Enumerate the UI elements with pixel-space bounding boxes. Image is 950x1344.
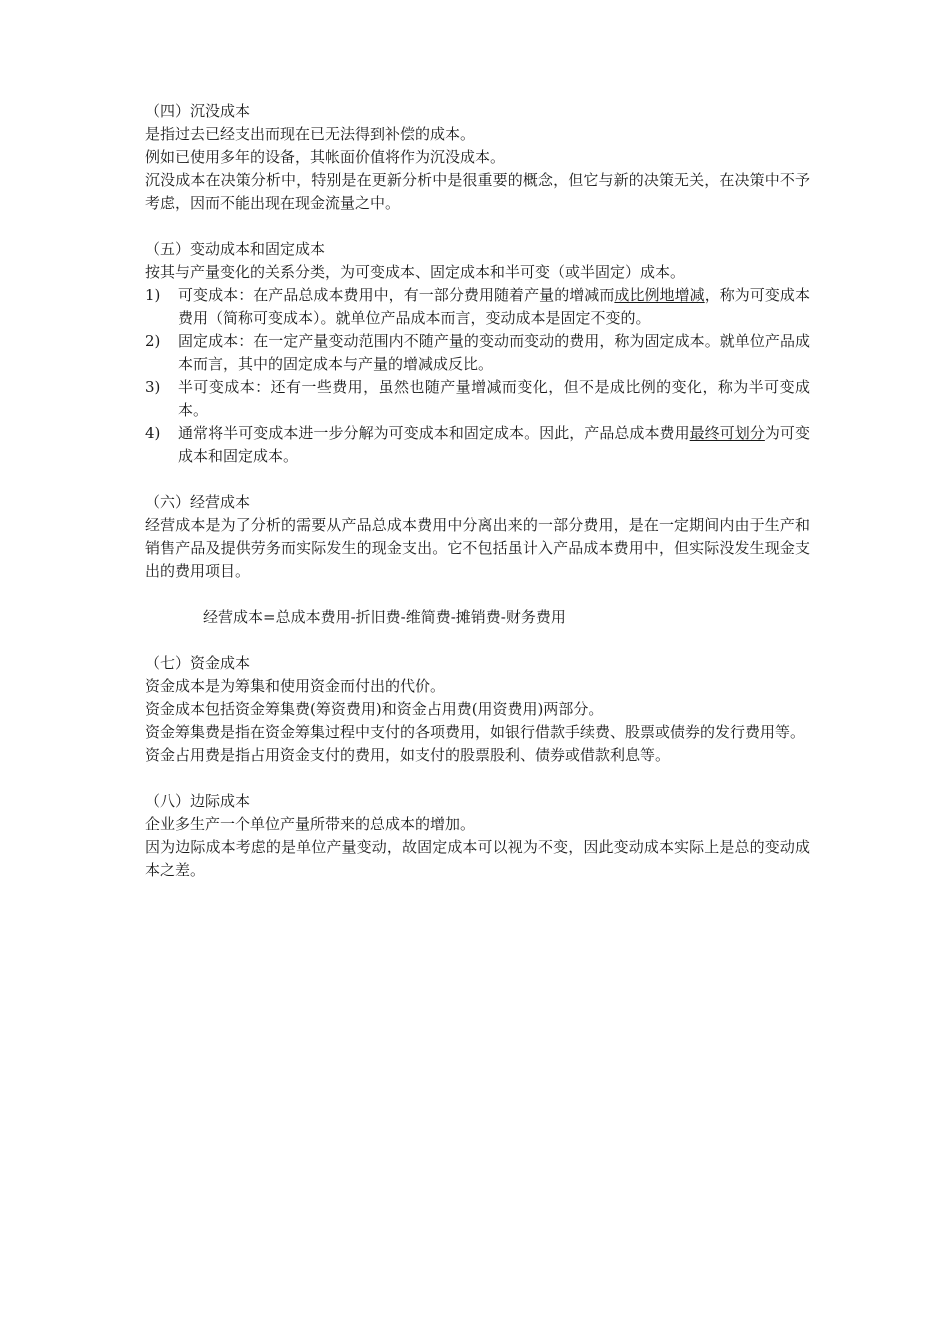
list-number: 2) bbox=[145, 332, 161, 350]
list-text: 半可变成本：还有一些费用，虽然也随产量增减而变化，但不是成比例的变化，称为半可变成本。 bbox=[178, 378, 810, 419]
paragraph: 经营成本是为了分析的需要从产品总成本费用中分离出来的一部分费用，是在一定期间内由于生产和销售产品及提供劳务而实际发生的现金支出。它不包括虽计入产品成本费用中，但实际没发生现金支出的费用项目。 bbox=[145, 516, 810, 580]
list-number: 3) bbox=[145, 378, 161, 396]
list-item bbox=[145, 284, 810, 330]
paragraph: 资金占用费是指占用资金支付的费用，如支付的股票股利、债券或借款利息等。 bbox=[145, 746, 671, 764]
list-item bbox=[145, 376, 810, 422]
paragraph: 是指过去已经支出而现在已无法得到补偿的成本。 bbox=[145, 125, 476, 143]
section-heading: （四）沉没成本 bbox=[145, 102, 251, 120]
list-text-tail: ，称为可变成本费用（简称可变成本）。就单位产品成本而言，变动成本是固定不变的。 bbox=[178, 286, 810, 327]
list-item bbox=[145, 422, 810, 468]
section-capital-cost bbox=[145, 652, 810, 767]
section-heading: （六）经营成本 bbox=[145, 493, 251, 511]
paragraph: 沉没成本在决策分析中，特别是在更新分析中是很重要的概念，但它与新的决策无关，在决策中不予考虑，因而不能出现在现金流量之中。 bbox=[145, 171, 810, 212]
section-heading: （八）边际成本 bbox=[145, 792, 251, 810]
paragraph: 资金成本包括资金筹集费(筹资费用)和资金占用费(用资费用)两部分。 bbox=[145, 700, 604, 718]
document-page bbox=[145, 100, 810, 905]
list-item bbox=[145, 330, 810, 376]
paragraph: 资金成本是为筹集和使用资金而付出的代价。 bbox=[145, 677, 446, 695]
list-text: 通常将半可变成本进一步分解为可变成本和固定成本。因此，产品总成本费用 bbox=[178, 424, 690, 442]
underlined-phrase: 最终可划分 bbox=[689, 424, 765, 442]
section-marginal-cost bbox=[145, 790, 810, 882]
list-text: 可变成本：在产品总成本费用中，有一部分费用随着产量的增减而 bbox=[178, 286, 615, 304]
section-intro: 按其与产量变化的关系分类，为可变成本、固定成本和半可变（或半固定）成本。 bbox=[145, 263, 686, 281]
section-heading: （七）资金成本 bbox=[145, 654, 251, 672]
paragraph: 因为边际成本考虑的是单位产量变动，故固定成本可以视为不变，因此变动成本实际上是总的变动成本之差。 bbox=[145, 838, 810, 879]
paragraph: 例如已使用多年的设备，其帐面价值将作为沉没成本。 bbox=[145, 148, 506, 166]
section-heading: （五）变动成本和固定成本 bbox=[145, 240, 326, 258]
list-text: 固定成本：在一定产量变动范围内不随产量的变动而变动的费用，称为固定成本。就单位产品成本而言，其中的固定成本与产量的增减成反比。 bbox=[178, 332, 810, 373]
numbered-list bbox=[145, 284, 810, 468]
underlined-phrase: 成比例地增减 bbox=[614, 286, 705, 304]
list-number: 4) bbox=[145, 424, 161, 442]
section-sunk-cost bbox=[145, 100, 810, 215]
list-number: 1) bbox=[145, 286, 161, 304]
formula: 经营成本=总成本费用-折旧费-维简费-摊销费-财务费用 bbox=[203, 608, 566, 626]
paragraph: 资金筹集费是指在资金筹集过程中支付的各项费用，如银行借款手续费、股票或债券的发行费用等。 bbox=[145, 723, 806, 741]
section-variable-fixed-cost bbox=[145, 238, 810, 468]
paragraph: 企业多生产一个单位产量所带来的总成本的增加。 bbox=[145, 815, 476, 833]
section-operating-cost bbox=[145, 491, 810, 629]
list-text-tail: 为可变成本和固定成本。 bbox=[178, 424, 810, 465]
